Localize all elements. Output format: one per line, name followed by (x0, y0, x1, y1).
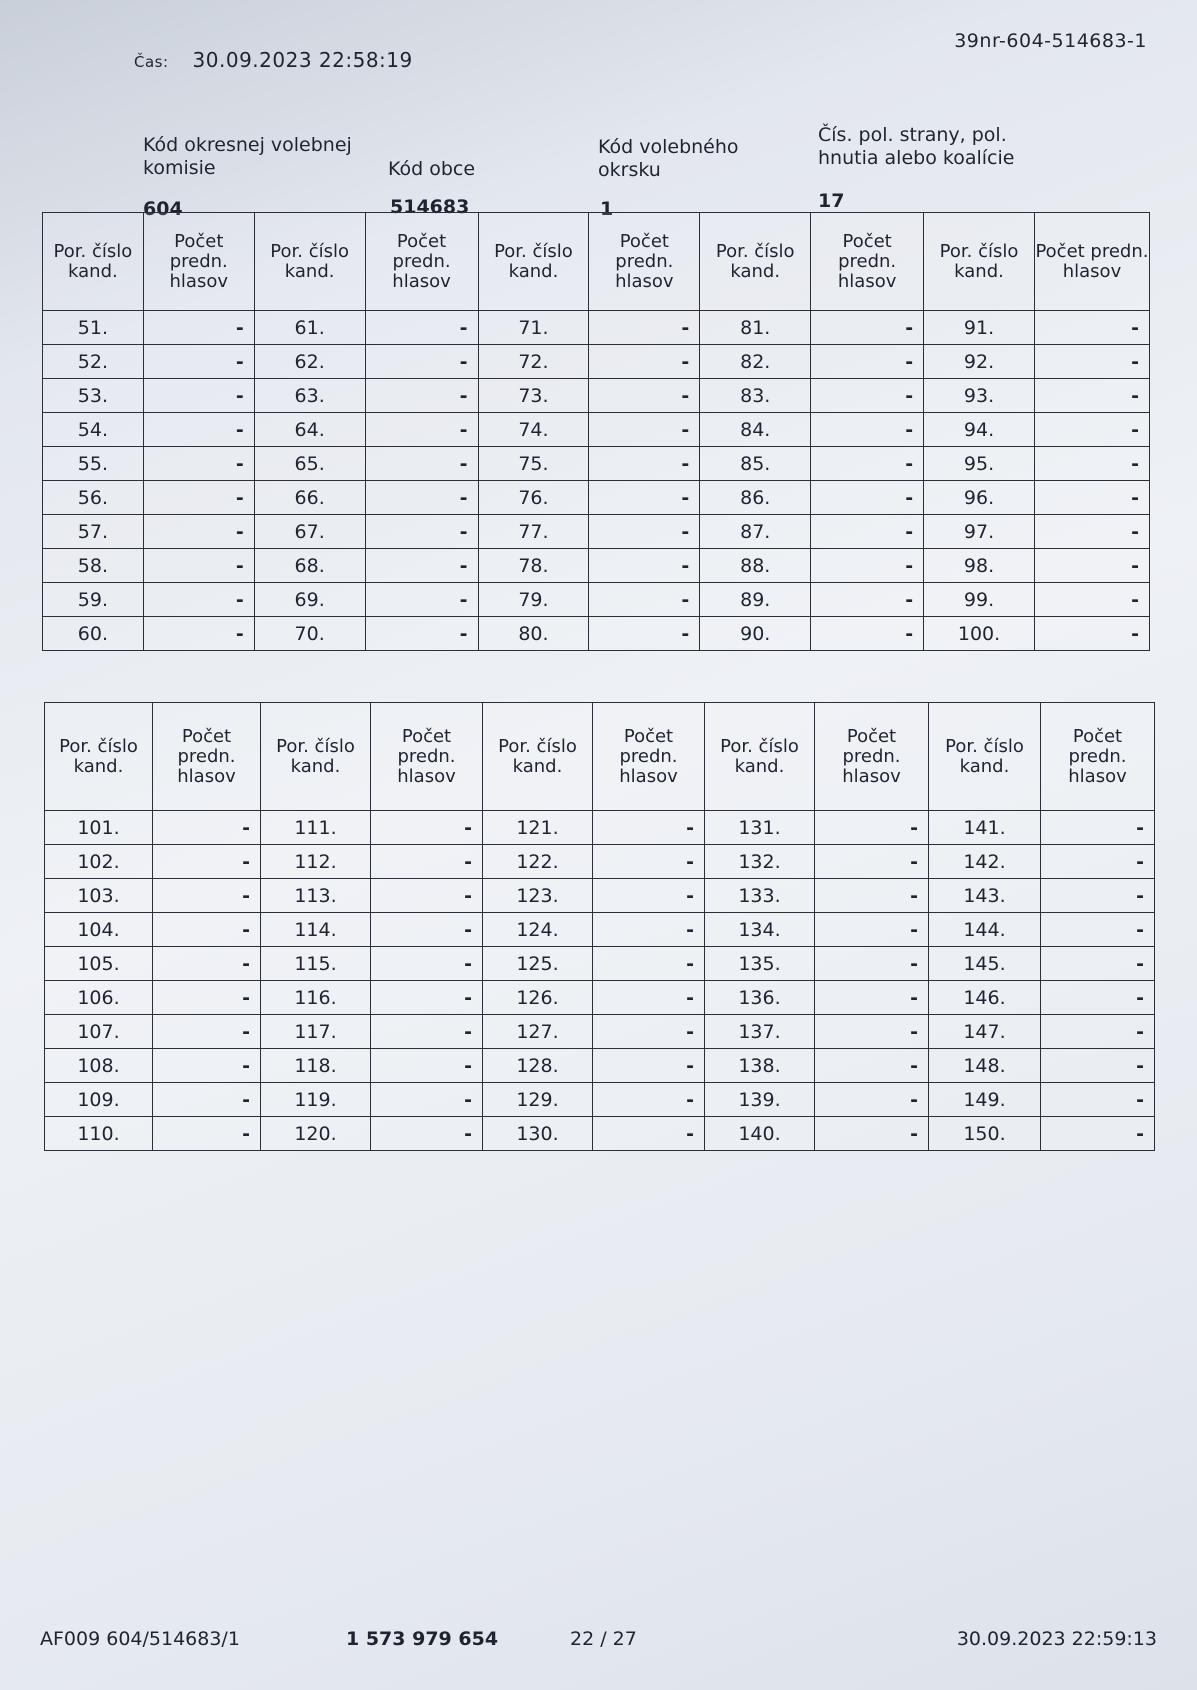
header-row (43, 213, 1150, 311)
candidate-number-cell: 110. (45, 1117, 153, 1151)
candidate-number-cell: 66. (254, 481, 365, 515)
preferential-votes-cell: - (1034, 617, 1149, 651)
preferential-votes-cell: - (593, 947, 705, 981)
candidate-number-cell: 72. (478, 345, 589, 379)
candidate-number-cell: 100. (924, 617, 1035, 651)
preferential-votes-cell: - (1034, 583, 1149, 617)
preferential-votes-cell: - (143, 413, 254, 447)
preferential-votes-cell: - (811, 481, 924, 515)
preferential-votes-cell: - (1041, 879, 1155, 913)
candidate-number-cell: 142. (929, 845, 1041, 879)
candidate-number-cell: 61. (254, 311, 365, 345)
table-row (43, 379, 1150, 413)
table-row (43, 617, 1150, 651)
preferential-votes-cell: - (1034, 379, 1149, 413)
candidate-number-cell: 109. (45, 1083, 153, 1117)
candidate-number-cell: 133. (705, 879, 815, 913)
preferential-votes-cell: - (589, 549, 700, 583)
preferential-votes-cell: - (811, 311, 924, 345)
candidate-number-cell: 143. (929, 879, 1041, 913)
preferential-votes-cell: - (143, 379, 254, 413)
preferential-votes-cell: - (371, 913, 483, 947)
table-row (43, 413, 1150, 447)
preferential-votes-cell: - (1041, 981, 1155, 1015)
candidate-number-cell: 54. (43, 413, 144, 447)
candidate-number-cell: 127. (483, 1015, 593, 1049)
candidate-number-column-header: Por. číslo kand. (483, 703, 593, 811)
preferential-votes-cell: - (1041, 1049, 1155, 1083)
preferential-votes-cell: - (811, 617, 924, 651)
municipality-label: Kód obce (388, 158, 476, 180)
preferential-votes-cell: - (365, 447, 478, 481)
preferential-votes-cell: - (593, 811, 705, 845)
candidate-number-cell: 91. (924, 311, 1035, 345)
preferential-votes-cell: - (143, 481, 254, 515)
candidate-number-cell: 89. (700, 583, 811, 617)
candidate-number-cell: 75. (478, 447, 589, 481)
candidate-number-column-header: Por. číslo kand. (478, 213, 589, 311)
candidate-number-column-header: Por. číslo kand. (700, 213, 811, 311)
candidate-number-cell: 93. (924, 379, 1035, 413)
candidate-number-cell: 65. (254, 447, 365, 481)
candidate-number-column-header: Por. číslo kand. (254, 213, 365, 311)
preferential-votes-cell: - (365, 379, 478, 413)
preferential-votes-cell: - (593, 981, 705, 1015)
preferential-votes-cell: - (153, 1117, 261, 1151)
preferential-votes-cell: - (143, 549, 254, 583)
preferential-votes-cell: - (153, 811, 261, 845)
preferential-votes-cell: - (371, 1083, 483, 1117)
table-row (43, 481, 1150, 515)
candidate-number-cell: 131. (705, 811, 815, 845)
candidate-number-cell: 149. (929, 1083, 1041, 1117)
footer-timestamp: 30.09.2023 22:59:13 (956, 1628, 1157, 1650)
preferential-votes-cell: - (143, 345, 254, 379)
candidate-number-cell: 92. (924, 345, 1035, 379)
preferential-votes-cell: - (1034, 549, 1149, 583)
candidate-number-cell: 114. (261, 913, 371, 947)
candidate-number-cell: 111. (261, 811, 371, 845)
preferential-votes-cell: - (815, 1049, 929, 1083)
table-row (45, 1083, 1155, 1117)
table-row (45, 981, 1155, 1015)
preferential-votes-cell: - (811, 515, 924, 549)
candidate-number-cell: 135. (705, 947, 815, 981)
candidate-number-cell: 95. (924, 447, 1035, 481)
votes-column-header: Počet predn. hlasov (593, 703, 705, 811)
preferential-votes-cell: - (815, 811, 929, 845)
form-code: AF009 604/514683/1 (40, 1628, 240, 1650)
preferential-votes-cell: - (143, 447, 254, 481)
preferential-votes-cell: - (365, 311, 478, 345)
preferential-votes-cell: - (593, 1015, 705, 1049)
preferential-votes-cell: - (143, 311, 254, 345)
candidate-number-cell: 86. (700, 481, 811, 515)
candidate-number-cell: 99. (924, 583, 1035, 617)
candidate-number-cell: 90. (700, 617, 811, 651)
preferential-votes-cell: - (589, 379, 700, 413)
candidate-number-cell: 59. (43, 583, 144, 617)
candidate-number-cell: 64. (254, 413, 365, 447)
district-commission-label: Kód okresnej volebnej komisie (143, 134, 352, 179)
candidate-number-cell: 105. (45, 947, 153, 981)
preferential-votes-cell: - (589, 413, 700, 447)
candidate-number-cell: 57. (43, 515, 144, 549)
candidate-number-cell: 129. (483, 1083, 593, 1117)
preferential-votes-cell: - (593, 1049, 705, 1083)
preferential-votes-cell: - (1041, 913, 1155, 947)
table-row (45, 947, 1155, 981)
table-row (43, 311, 1150, 345)
candidate-number-cell: 132. (705, 845, 815, 879)
candidate-number-cell: 118. (261, 1049, 371, 1083)
table-row (43, 515, 1150, 549)
preferential-votes-cell: - (1041, 1015, 1155, 1049)
candidate-number-cell: 103. (45, 879, 153, 913)
candidate-number-cell: 121. (483, 811, 593, 845)
preferential-votes-cell: - (811, 413, 924, 447)
preferential-votes-cell: - (153, 845, 261, 879)
table-body (43, 311, 1150, 651)
preferential-votes-cell: - (371, 845, 483, 879)
document-id: 39nr-604-514683-1 (954, 30, 1147, 52)
preferential-votes-cell: - (143, 617, 254, 651)
candidate-number-cell: 113. (261, 879, 371, 913)
candidate-number-cell: 62. (254, 345, 365, 379)
party-value: 17 (818, 190, 845, 212)
votes-column-header: Počet predn. hlasov (365, 213, 478, 311)
votes-column-header: Počet predn. hlasov (371, 703, 483, 811)
preferential-votes-cell: - (589, 617, 700, 651)
candidate-number-cell: 123. (483, 879, 593, 913)
candidate-number-cell: 52. (43, 345, 144, 379)
votes-column-header: Počet predn. hlasov (143, 213, 254, 311)
candidate-number-cell: 128. (483, 1049, 593, 1083)
preferential-votes-cell: - (589, 345, 700, 379)
candidate-number-cell: 104. (45, 913, 153, 947)
print-timestamp: 30.09.2023 22:58:19 (192, 48, 413, 72)
candidate-number-cell: 60. (43, 617, 144, 651)
candidate-number-cell: 58. (43, 549, 144, 583)
preferential-votes-cell: - (589, 481, 700, 515)
candidate-number-cell: 53. (43, 379, 144, 413)
preferential-votes-cell: - (1041, 811, 1155, 845)
preferential-votes-cell: - (365, 345, 478, 379)
votes-column-header: Počet predn. hlasov (811, 213, 924, 311)
preferential-votes-cell: - (371, 981, 483, 1015)
precinct-label: Kód volebného okrsku (598, 136, 739, 181)
municipality-value: 514683 (390, 196, 470, 218)
candidate-number-cell: 122. (483, 845, 593, 879)
preferential-votes-cell: - (1034, 447, 1149, 481)
candidate-number-cell: 145. (929, 947, 1041, 981)
table-body (45, 811, 1155, 1151)
candidate-number-cell: 119. (261, 1083, 371, 1117)
candidate-number-cell: 148. (929, 1049, 1041, 1083)
preferential-votes-cell: - (153, 947, 261, 981)
preferential-votes-cell: - (1041, 1083, 1155, 1117)
candidate-number-cell: 71. (478, 311, 589, 345)
preferential-votes-cell: - (1034, 413, 1149, 447)
preferential-votes-cell: - (1034, 515, 1149, 549)
preferential-votes-cell: - (371, 879, 483, 913)
candidate-number-cell: 125. (483, 947, 593, 981)
candidate-number-cell: 102. (45, 845, 153, 879)
header-row (45, 703, 1155, 811)
preferential-votes-cell: - (1034, 345, 1149, 379)
candidate-number-cell: 124. (483, 913, 593, 947)
candidate-table-101-150 (44, 702, 1155, 1151)
candidate-number-cell: 69. (254, 583, 365, 617)
candidate-number-cell: 81. (700, 311, 811, 345)
preferential-votes-cell: - (371, 811, 483, 845)
table-row (45, 811, 1155, 845)
candidate-number-cell: 77. (478, 515, 589, 549)
table-row (45, 1015, 1155, 1049)
table-row (45, 913, 1155, 947)
candidate-number-cell: 76. (478, 481, 589, 515)
candidate-number-cell: 115. (261, 947, 371, 981)
candidate-number-cell: 120. (261, 1117, 371, 1151)
candidate-number-cell: 79. (478, 583, 589, 617)
preferential-votes-cell: - (153, 1083, 261, 1117)
candidate-number-cell: 55. (43, 447, 144, 481)
preferential-votes-cell: - (153, 981, 261, 1015)
candidate-number-cell: 70. (254, 617, 365, 651)
candidate-number-cell: 140. (705, 1117, 815, 1151)
candidate-number-cell: 107. (45, 1015, 153, 1049)
preferential-votes-cell: - (371, 947, 483, 981)
table-row (45, 1117, 1155, 1151)
candidate-number-cell: 126. (483, 981, 593, 1015)
preferential-votes-cell: - (153, 913, 261, 947)
candidate-number-cell: 96. (924, 481, 1035, 515)
preferential-votes-cell: - (589, 311, 700, 345)
candidate-number-cell: 97. (924, 515, 1035, 549)
candidate-number-cell: 85. (700, 447, 811, 481)
candidate-number-cell: 147. (929, 1015, 1041, 1049)
preferential-votes-cell: - (815, 1015, 929, 1049)
preferential-votes-cell: - (815, 879, 929, 913)
check-number: 1 573 979 654 (346, 1628, 499, 1650)
candidate-number-cell: 80. (478, 617, 589, 651)
preferential-votes-cell: - (593, 879, 705, 913)
preferential-votes-cell: - (1034, 311, 1149, 345)
candidate-number-cell: 106. (45, 981, 153, 1015)
table-row (45, 1049, 1155, 1083)
candidate-number-cell: 83. (700, 379, 811, 413)
votes-column-header: Počet predn. hlasov (1034, 213, 1149, 311)
preferential-votes-cell: - (815, 913, 929, 947)
preferential-votes-cell: - (815, 947, 929, 981)
candidate-number-cell: 87. (700, 515, 811, 549)
preferential-votes-cell: - (815, 1083, 929, 1117)
candidate-number-cell: 101. (45, 811, 153, 845)
candidate-number-cell: 150. (929, 1117, 1041, 1151)
preferential-votes-cell: - (815, 981, 929, 1015)
candidate-number-cell: 88. (700, 549, 811, 583)
candidate-number-cell: 136. (705, 981, 815, 1015)
candidate-number-cell: 73. (478, 379, 589, 413)
candidate-number-column-header: Por. číslo kand. (261, 703, 371, 811)
candidate-number-cell: 94. (924, 413, 1035, 447)
candidate-number-cell: 51. (43, 311, 144, 345)
preferential-votes-cell: - (811, 583, 924, 617)
candidate-number-cell: 138. (705, 1049, 815, 1083)
candidate-number-cell: 137. (705, 1015, 815, 1049)
preferential-votes-cell: - (815, 1117, 929, 1151)
page-number: 22 / 27 (570, 1628, 637, 1650)
preferential-votes-cell: - (1041, 845, 1155, 879)
votes-column-header: Počet predn. hlasov (815, 703, 929, 811)
preferential-votes-cell: - (593, 1117, 705, 1151)
preferential-votes-cell: - (371, 1015, 483, 1049)
preferential-votes-cell: - (143, 583, 254, 617)
preferential-votes-cell: - (593, 1083, 705, 1117)
preferential-votes-cell: - (365, 413, 478, 447)
preferential-votes-cell: - (153, 879, 261, 913)
preferential-votes-cell: - (589, 515, 700, 549)
preferential-votes-cell: - (811, 549, 924, 583)
candidate-number-column-header: Por. číslo kand. (705, 703, 815, 811)
preferential-votes-cell: - (811, 345, 924, 379)
preferential-votes-cell: - (143, 515, 254, 549)
table-row (43, 549, 1150, 583)
candidate-number-cell: 67. (254, 515, 365, 549)
candidate-number-cell: 130. (483, 1117, 593, 1151)
candidate-number-column-header: Por. číslo kand. (43, 213, 144, 311)
preferential-votes-cell: - (593, 845, 705, 879)
preferential-votes-cell: - (371, 1049, 483, 1083)
candidate-number-cell: 139. (705, 1083, 815, 1117)
candidate-number-column-header: Por. číslo kand. (45, 703, 153, 811)
candidate-number-cell: 82. (700, 345, 811, 379)
candidate-table-51-100 (42, 212, 1150, 651)
table-row (43, 447, 1150, 481)
candidate-number-cell: 56. (43, 481, 144, 515)
preferential-votes-cell: - (589, 447, 700, 481)
preferential-votes-cell: - (153, 1015, 261, 1049)
preferential-votes-cell: - (811, 379, 924, 413)
candidate-number-cell: 146. (929, 981, 1041, 1015)
candidate-number-cell: 68. (254, 549, 365, 583)
preferential-votes-cell: - (371, 1117, 483, 1151)
candidate-number-cell: 84. (700, 413, 811, 447)
candidate-number-cell: 141. (929, 811, 1041, 845)
candidate-number-cell: 116. (261, 981, 371, 1015)
candidate-number-cell: 63. (254, 379, 365, 413)
votes-column-header: Počet predn. hlasov (1041, 703, 1155, 811)
precinct-value: 1 (600, 198, 614, 220)
candidate-number-cell: 108. (45, 1049, 153, 1083)
candidate-number-cell: 134. (705, 913, 815, 947)
preferential-votes-cell: - (1034, 481, 1149, 515)
preferential-votes-cell: - (365, 515, 478, 549)
votes-column-header: Počet predn. hlasov (153, 703, 261, 811)
votes-column-header: Počet predn. hlasov (589, 213, 700, 311)
table-row (45, 879, 1155, 913)
preferential-votes-cell: - (365, 617, 478, 651)
candidate-number-cell: 117. (261, 1015, 371, 1049)
district-commission-value: 604 (143, 198, 183, 220)
preferential-votes-cell: - (593, 913, 705, 947)
preferential-votes-cell: - (153, 1049, 261, 1083)
candidate-number-cell: 98. (924, 549, 1035, 583)
print-time (134, 48, 413, 72)
candidate-number-cell: 112. (261, 845, 371, 879)
candidate-number-cell: 144. (929, 913, 1041, 947)
candidate-number-cell: 78. (478, 549, 589, 583)
preferential-votes-cell: - (365, 583, 478, 617)
preferential-votes-cell: - (365, 481, 478, 515)
candidate-number-column-header: Por. číslo kand. (929, 703, 1041, 811)
preferential-votes-cell: - (811, 447, 924, 481)
preferential-votes-cell: - (365, 549, 478, 583)
preferential-votes-cell: - (1041, 1117, 1155, 1151)
party-label: Čís. pol. strany, pol. hnutia alebo koalície (818, 124, 1015, 169)
table-row (43, 345, 1150, 379)
candidate-number-column-header: Por. číslo kand. (924, 213, 1035, 311)
preferential-votes-cell: - (589, 583, 700, 617)
table-row (43, 583, 1150, 617)
candidate-number-cell: 74. (478, 413, 589, 447)
preferential-votes-cell: - (1041, 947, 1155, 981)
preferential-votes-cell: - (815, 845, 929, 879)
table-row (45, 845, 1155, 879)
time-label: Čas: (134, 53, 169, 71)
